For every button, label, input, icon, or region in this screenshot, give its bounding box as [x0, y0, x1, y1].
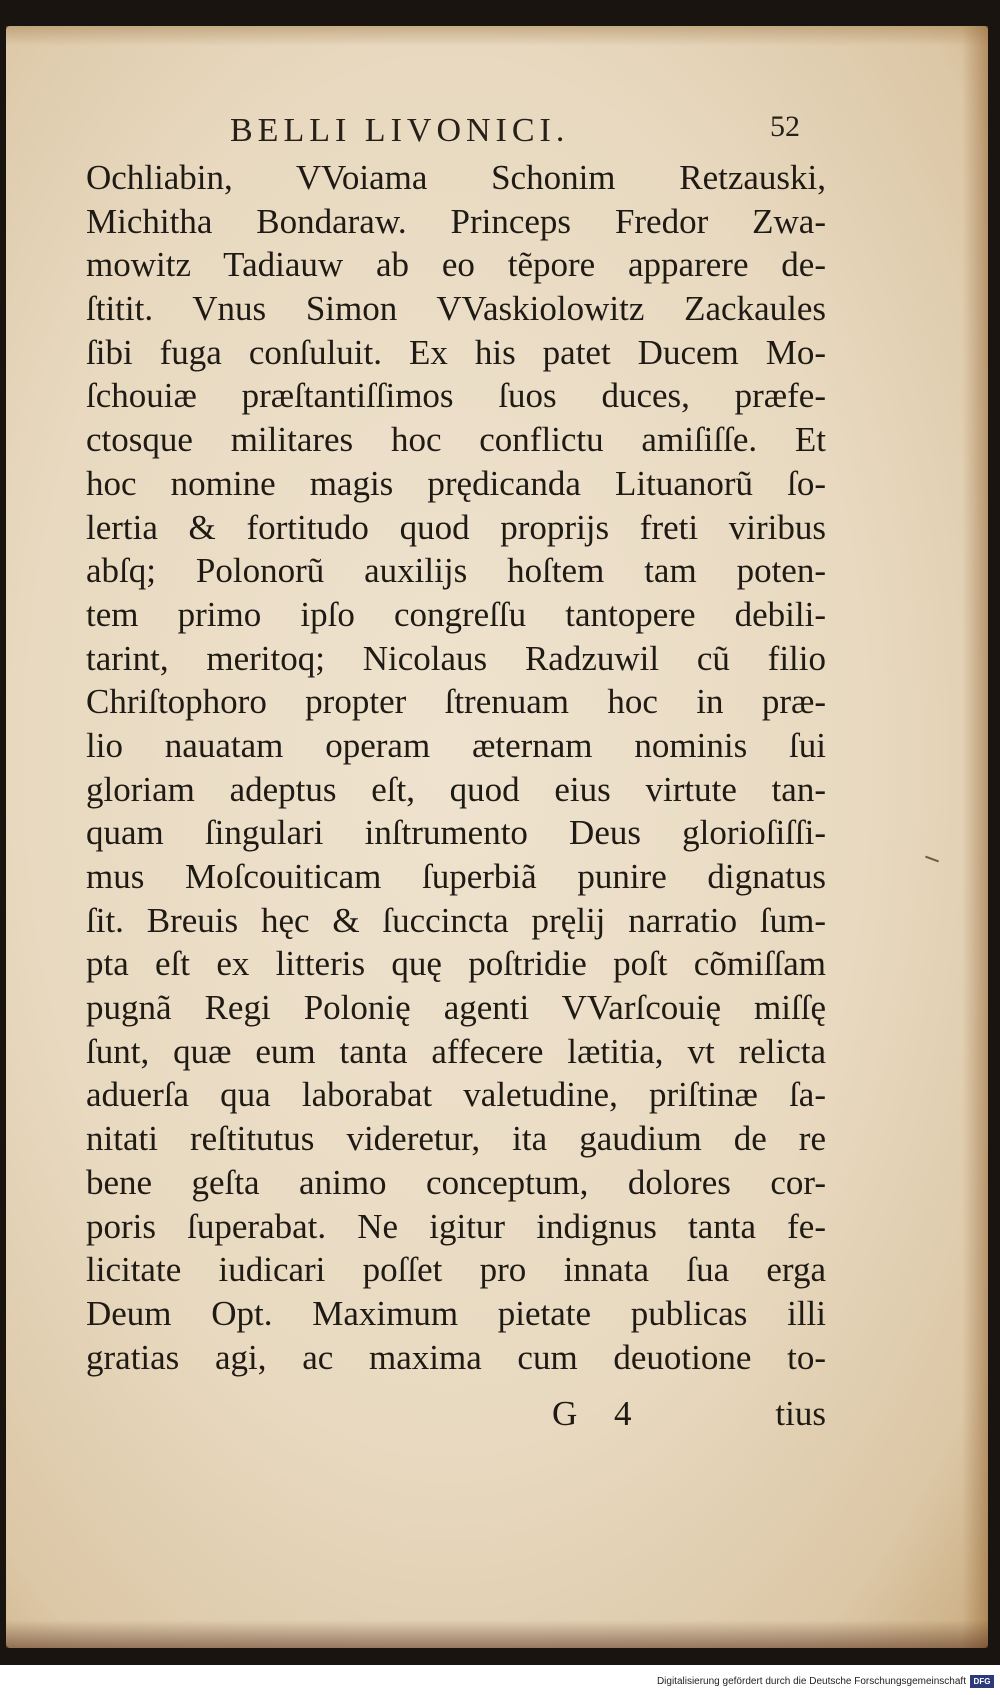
- page-edge-bottom: [6, 1620, 988, 1648]
- text-line: gratias agi, ac maxima cum deuotione to-: [86, 1337, 826, 1377]
- page-edge-right: [962, 26, 988, 1648]
- page-number: 52: [770, 110, 800, 143]
- text-line: aduerſa qua laborabat valetudine, priſtinæ ſa-: [86, 1075, 826, 1115]
- running-head: BELLI LIVONICI.: [230, 112, 570, 149]
- text-line: licitate iudicari poſſet pro innata ſua erga: [86, 1250, 826, 1290]
- text-line: tem primo ipſo congreſſu tantopere debili-: [86, 594, 826, 634]
- text-line: Michitha Bondaraw. Princeps Fredor Zwa-: [86, 201, 826, 241]
- body-text: [86, 156, 826, 1379]
- text-line: hoc nomine magis prędicanda Lituanorũ ſo-: [86, 463, 826, 503]
- text-line: mus Moſcouiticam ſuperbiã punire dignatus: [86, 857, 826, 896]
- signature-row: [86, 1394, 826, 1438]
- text-line: bene geſta animo conceptum, dolores cor-: [86, 1162, 826, 1202]
- text-line: nitati reſtitutus videretur, ita gaudium de re: [86, 1119, 826, 1159]
- text-line: mowitz Tadiauw ab eo tẽpore apparere de-: [86, 245, 826, 285]
- text-line: pugnã Regi Polonię agenti VVarſcouię miſſę: [86, 988, 826, 1028]
- dfg-logo: DFG: [970, 1675, 994, 1688]
- text-line: pta eſt ex litteris quę poſtridie poſt cõmiſſam: [86, 944, 826, 984]
- text-line: quam ſingulari inſtrumento Deus glorioſiſſi-: [86, 813, 826, 853]
- text-line: ſibi fuga conſuluit. Ex his patet Ducem Mo-: [86, 332, 826, 372]
- text-line: lertia & fortitudo quod proprijs freti viribus: [86, 507, 826, 547]
- text-line: ctosque militares hoc conflictu amiſiſſe. Et: [86, 420, 826, 460]
- text-line: Chriſtophoro propter ſtrenuam hoc in præ-: [86, 682, 826, 722]
- text-line: gloriam adeptus eſt, quod eius virtute tan-: [86, 769, 826, 809]
- text-line: lio nauatam operam æternam nominis ſui: [86, 725, 826, 765]
- text-line: Ochliabin, VVoiama Schonim Retzauski,: [86, 158, 826, 197]
- text-line: ſchouiæ præſtantiſſimos ſuos duces, præfe-: [86, 376, 826, 416]
- footer-bar: [0, 1665, 1000, 1695]
- digitization-credit: Digitalisierung gefördert durch die Deutsche Forschungsgemeinschaft: [656, 1676, 966, 1687]
- catchword: tius: [775, 1394, 826, 1433]
- text-line: abſq; Polonorũ auxilijs hoſtem tam poten-: [86, 551, 826, 591]
- text-line: ſtitit. Vnus Simon VVaskiolowitz Zackaules: [86, 289, 826, 329]
- text-line: Deum Opt. Maximum pietate publicas illi: [86, 1293, 826, 1333]
- text-line: poris ſuperabat. Ne igitur indignus tanta fe-: [86, 1206, 826, 1246]
- text-line: tarint, meritoq; Nicolaus Radzuwil cũ filio: [86, 638, 826, 678]
- page-edge-top: [6, 26, 988, 46]
- signature-mark: G 4: [552, 1394, 646, 1433]
- text-line: ſunt, quæ eum tanta affecere lætitia, vt relicta: [86, 1031, 826, 1071]
- text-line: ſit. Breuis hęc & ſuccincta pręlij narratio ſum-: [86, 900, 826, 940]
